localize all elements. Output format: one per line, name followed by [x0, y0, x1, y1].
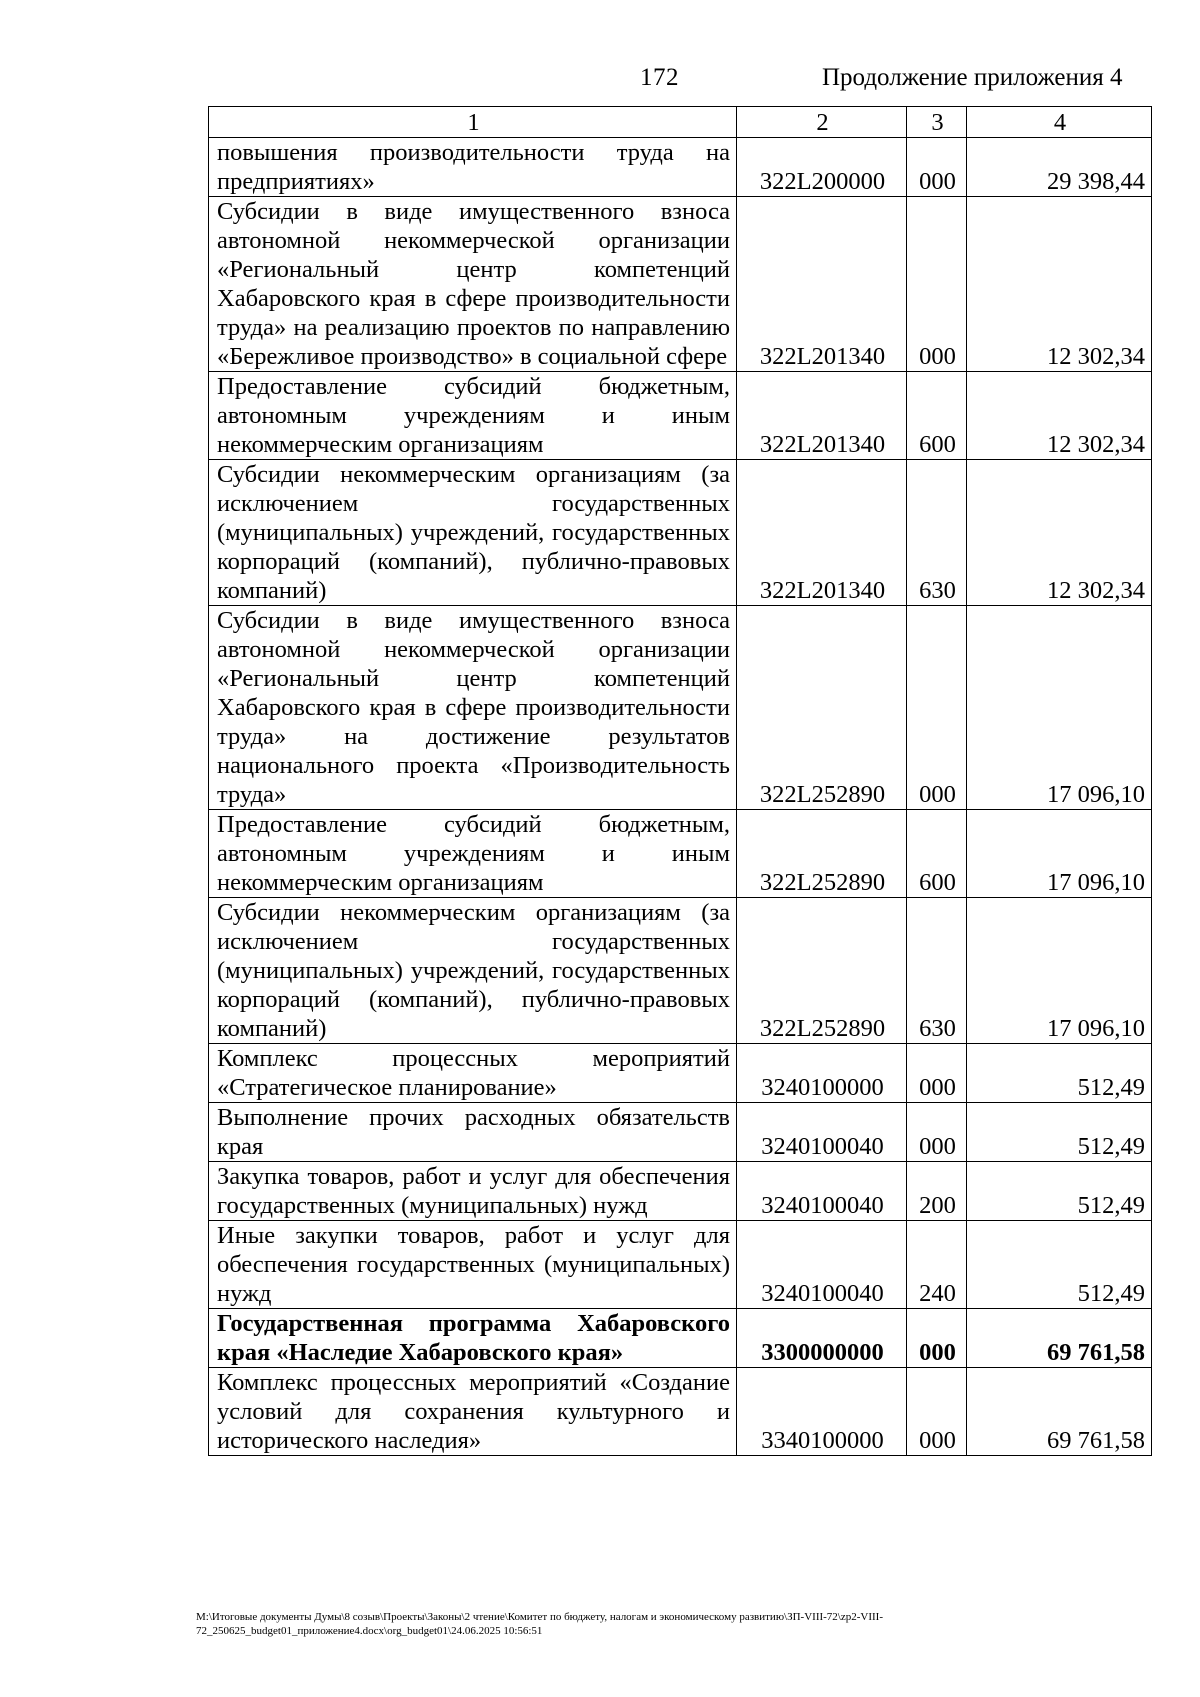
row-target-code: 322L201340 — [737, 460, 907, 606]
table-row — [209, 1221, 1152, 1309]
table-row — [209, 1162, 1152, 1221]
row-description: Предоставление субсидий бюджетным, автономным учреждениям и иным некоммерческим организациям — [209, 372, 737, 460]
row-amount: 17 096,10 — [967, 898, 1152, 1044]
table-row — [209, 138, 1152, 197]
row-target-code: 322L200000 — [737, 138, 907, 197]
row-expense-type: 600 — [907, 810, 967, 898]
row-description: Субсидии в виде имущественного взноса автономной некоммерческой организации «Региональный центр компетенций Хабаровского края в сфере производительности труда» на достижение результатов национального проекта «Производительность труда» — [209, 606, 737, 810]
appendix-title: Продолжение приложения 4 — [822, 64, 1123, 91]
row-description: Субсидии в виде имущественного взноса автономной некоммерческой организации «Региональный центр компетенций Хабаровского края в сфере производительности труда» на реализацию проектов по направлению «Бережливое производство» в социальной сфере — [209, 197, 737, 372]
row-amount: 12 302,34 — [967, 460, 1152, 606]
row-target-code: 3240100000 — [737, 1044, 907, 1103]
column-header-2: 2 — [737, 107, 907, 138]
row-amount: 512,49 — [967, 1044, 1152, 1103]
row-description: Субсидии некоммерческим организациям (за исключением государственных (муниципальных) учреждений, государственных корпораций (компаний), публично-правовых компаний) — [209, 460, 737, 606]
table-row — [209, 460, 1152, 606]
row-target-code: 3240100040 — [737, 1103, 907, 1162]
row-description: Предоставление субсидий бюджетным, автономным учреждениям и иным некоммерческим организациям — [209, 810, 737, 898]
row-amount: 512,49 — [967, 1103, 1152, 1162]
row-target-code: 3300000000 — [737, 1309, 907, 1368]
row-expense-type: 000 — [907, 606, 967, 810]
row-expense-type: 600 — [907, 372, 967, 460]
column-header-4: 4 — [967, 107, 1152, 138]
table-header-row — [209, 107, 1152, 138]
row-description: Закупка товаров, работ и услуг для обеспечения государственных (муниципальных) нужд — [209, 1162, 737, 1221]
row-target-code: 3240100040 — [737, 1221, 907, 1309]
table-row — [209, 372, 1152, 460]
row-amount: 29 398,44 — [967, 138, 1152, 197]
row-amount: 17 096,10 — [967, 606, 1152, 810]
row-description: повышения производительности труда на предприятиях» — [209, 138, 737, 197]
row-description: Иные закупки товаров, работ и услуг для обеспечения государственных (муниципальных) нужд — [209, 1221, 737, 1309]
row-target-code: 322L252890 — [737, 810, 907, 898]
table-body — [209, 138, 1152, 1456]
table-row — [209, 898, 1152, 1044]
document-path-footer: M:\Итоговые документы Думы\8 созыв\Проекты\Законы\2 чтение\Комитет по бюджету, налогам и экономическому развитию\ЗП-VIII-72\zp2-VIII-72_250625_budget01_приложение4.docx\org_budget01\24.06.2025 10:56:51 — [196, 1611, 884, 1637]
table-row — [209, 1044, 1152, 1103]
row-target-code: 322L201340 — [737, 197, 907, 372]
table-row — [209, 1309, 1152, 1368]
row-expense-type: 000 — [907, 197, 967, 372]
table-row — [209, 1368, 1152, 1456]
row-expense-type: 000 — [907, 138, 967, 197]
row-amount: 12 302,34 — [967, 372, 1152, 460]
row-target-code: 322L252890 — [737, 606, 907, 810]
table-row — [209, 1103, 1152, 1162]
row-amount: 512,49 — [967, 1221, 1152, 1309]
row-description: Государственная программа Хабаровского края «Наследие Хабаровского края» — [209, 1309, 737, 1368]
budget-table — [208, 106, 1152, 1456]
row-amount: 17 096,10 — [967, 810, 1152, 898]
row-amount: 69 761,58 — [967, 1368, 1152, 1456]
row-amount: 69 761,58 — [967, 1309, 1152, 1368]
row-target-code: 3240100040 — [737, 1162, 907, 1221]
row-amount: 12 302,34 — [967, 197, 1152, 372]
row-expense-type: 000 — [907, 1103, 967, 1162]
row-description: Комплекс процессных мероприятий «Стратегическое планирование» — [209, 1044, 737, 1103]
row-expense-type: 000 — [907, 1368, 967, 1456]
row-expense-type: 000 — [907, 1309, 967, 1368]
table-row — [209, 810, 1152, 898]
row-expense-type: 630 — [907, 460, 967, 606]
row-expense-type: 240 — [907, 1221, 967, 1309]
row-target-code: 322L201340 — [737, 372, 907, 460]
row-expense-type: 200 — [907, 1162, 967, 1221]
column-header-3: 3 — [907, 107, 967, 138]
table-row — [209, 606, 1152, 810]
column-header-1: 1 — [209, 107, 737, 138]
row-description: Выполнение прочих расходных обязательств края — [209, 1103, 737, 1162]
row-target-code: 322L252890 — [737, 898, 907, 1044]
table-row — [209, 197, 1152, 372]
page-number: 172 — [640, 64, 679, 91]
row-target-code: 3340100000 — [737, 1368, 907, 1456]
row-description: Субсидии некоммерческим организациям (за исключением государственных (муниципальных) учреждений, государственных корпораций (компаний), публично-правовых компаний) — [209, 898, 737, 1044]
row-description: Комплекс процессных мероприятий «Создание условий для сохранения культурного и исторического наследия» — [209, 1368, 737, 1456]
row-amount: 512,49 — [967, 1162, 1152, 1221]
row-expense-type: 630 — [907, 898, 967, 1044]
row-expense-type: 000 — [907, 1044, 967, 1103]
